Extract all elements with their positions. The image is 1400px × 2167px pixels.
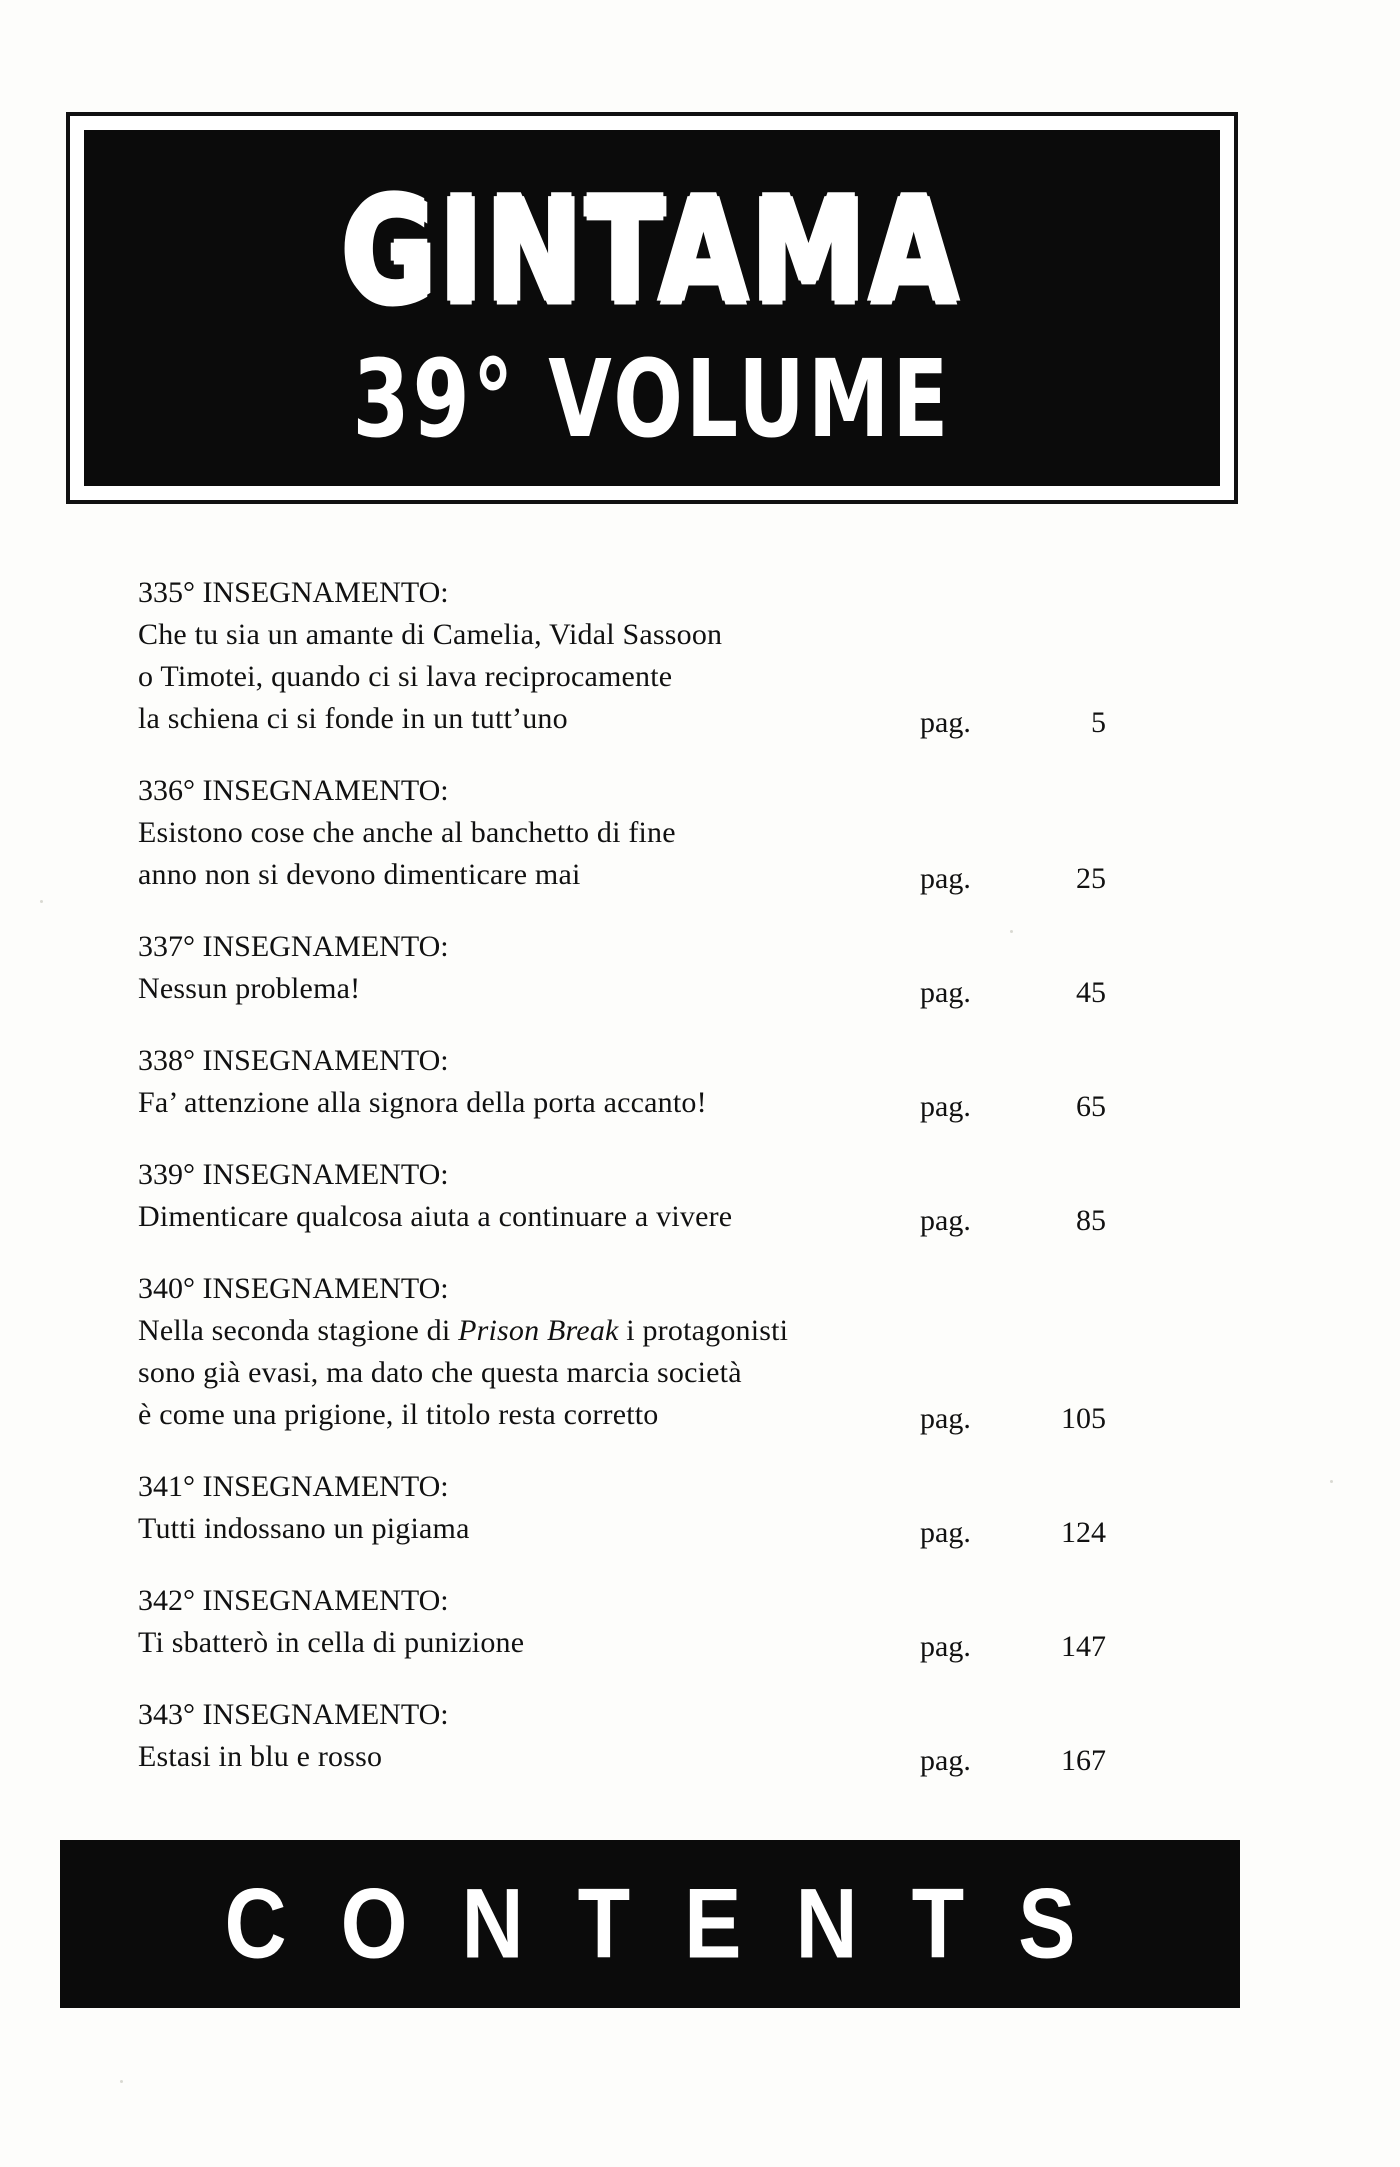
toc-entry-page-ref [920, 1402, 1150, 1436]
toc-entry-text [138, 926, 898, 1010]
toc-entry[interactable] [138, 1694, 1168, 1778]
toc-entry-line: Esistono cose che anche al banchetto di fine [138, 816, 676, 849]
toc-entry[interactable] [138, 572, 1168, 740]
toc-entry-heading: 338° INSEGNAMENTO: [138, 1044, 449, 1077]
scan-speck [40, 900, 43, 903]
toc-entry-page-ref [920, 1516, 1150, 1550]
scan-speck [1010, 930, 1013, 933]
toc-entry-line: Ti sbatterò in cella di punizione [138, 1626, 525, 1659]
toc-entry-text [138, 1040, 898, 1124]
page-number: 85 [1076, 1204, 1106, 1237]
page-label: pag. [920, 706, 971, 739]
toc-entry-text [138, 1268, 898, 1436]
toc-entry-text [138, 1694, 898, 1778]
volume-title-block [84, 130, 1220, 486]
toc-entry-page-ref [920, 1744, 1150, 1778]
series-title: GINTAMA [341, 168, 963, 336]
page-label: pag. [920, 1204, 971, 1237]
toc-entry-heading: 341° INSEGNAMENTO: [138, 1470, 449, 1503]
toc-entry-line: Tutti indossano un pigiama [138, 1512, 470, 1545]
toc-entry[interactable] [138, 1466, 1168, 1550]
toc-entry-heading: 339° INSEGNAMENTO: [138, 1158, 449, 1191]
toc-entry-line: la schiena ci si fonde in un tutt’uno [138, 702, 568, 735]
toc-entry-text [138, 770, 898, 896]
toc-entry-page-ref [920, 1090, 1150, 1124]
toc-entry-heading: 343° INSEGNAMENTO: [138, 1698, 449, 1731]
toc-entry-heading: 342° INSEGNAMENTO: [138, 1584, 449, 1617]
toc-entry-text [138, 1154, 898, 1238]
toc-entry-page-ref [920, 706, 1150, 740]
toc-entry-line: Fa’ attenzione alla signora della porta accanto! [138, 1086, 707, 1119]
toc-entry-text [138, 1580, 898, 1664]
toc-entry-line: è come una prigione, il titolo resta corretto [138, 1398, 659, 1431]
volume-number-title: 39° VOLUME [352, 338, 952, 463]
toc-entry-heading: 336° INSEGNAMENTO: [138, 774, 449, 807]
table-of-contents [138, 572, 1168, 1808]
page-number: 5 [1091, 706, 1106, 739]
toc-entry-line: Nella seconda stagione di Prison Break i protagonisti [138, 1314, 789, 1347]
page-label: pag. [920, 1516, 971, 1549]
toc-entry[interactable] [138, 770, 1168, 896]
toc-entry-heading: 337° INSEGNAMENTO: [138, 930, 449, 963]
toc-entry-page-ref [920, 862, 1150, 896]
page-number: 147 [1061, 1630, 1106, 1663]
toc-entry-heading: 335° INSEGNAMENTO: [138, 576, 449, 609]
toc-entry[interactable] [138, 1154, 1168, 1238]
toc-entry-line: anno non si devono dimenticare mai [138, 858, 581, 891]
page-number: 167 [1061, 1744, 1106, 1777]
contents-banner-label: CONTENTS [224, 1868, 1130, 1979]
toc-entry-line: sono già evasi, ma dato che questa marcia società [138, 1356, 742, 1389]
page-label: pag. [920, 862, 971, 895]
toc-entry-line: Dimenticare qualcosa aiuta a continuare a vivere [138, 1200, 733, 1233]
scan-speck [120, 2080, 123, 2083]
scan-speck [1330, 1480, 1333, 1483]
toc-entry-italic-title: Prison Break [458, 1314, 619, 1347]
contents-banner [60, 1840, 1240, 2008]
toc-entry[interactable] [138, 1580, 1168, 1664]
toc-entry-text [138, 1466, 898, 1550]
page-label: pag. [920, 1630, 971, 1663]
toc-entry[interactable] [138, 926, 1168, 1010]
page-label: pag. [920, 1090, 971, 1123]
toc-entry-line: o Timotei, quando ci si lava reciprocamente [138, 660, 673, 693]
toc-entry-page-ref [920, 1204, 1150, 1238]
toc-entry-line: Nessun problema! [138, 972, 361, 1005]
toc-entry-heading: 340° INSEGNAMENTO: [138, 1272, 449, 1305]
toc-entry-text [138, 572, 898, 740]
page-number: 105 [1061, 1402, 1106, 1435]
page-label: pag. [920, 976, 971, 1009]
toc-entry-line: Estasi in blu e rosso [138, 1740, 383, 1773]
page-label: pag. [920, 1744, 971, 1777]
page-number: 45 [1076, 976, 1106, 1009]
toc-entry-page-ref [920, 1630, 1150, 1664]
page-number: 25 [1076, 862, 1106, 895]
page-number: 65 [1076, 1090, 1106, 1123]
toc-entry[interactable] [138, 1268, 1168, 1436]
page-number: 124 [1061, 1516, 1106, 1549]
toc-entry-page-ref [920, 976, 1150, 1010]
toc-entry[interactable] [138, 1040, 1168, 1124]
toc-entry-line: Che tu sia un amante di Camelia, Vidal Sassoon [138, 618, 723, 651]
volume-title-frame [66, 112, 1238, 504]
page-label: pag. [920, 1402, 971, 1435]
